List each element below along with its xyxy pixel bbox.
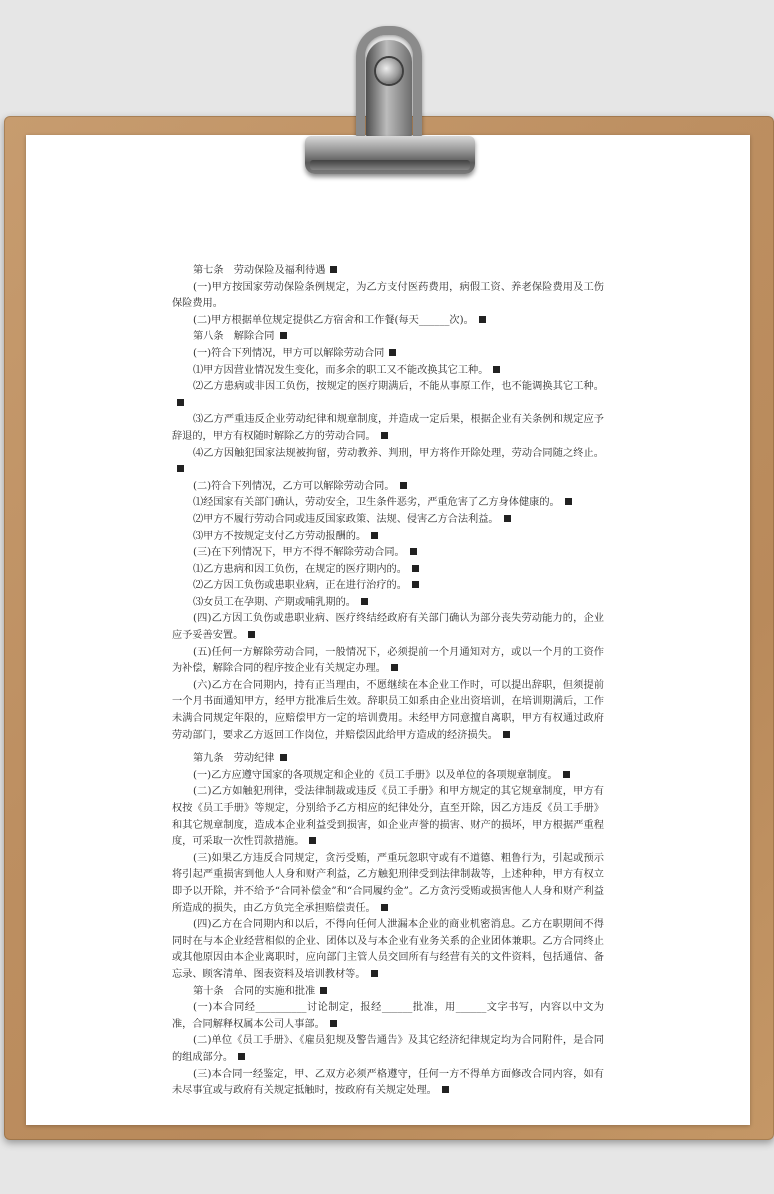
paragraph-mark-icon (330, 266, 337, 273)
contract-paragraph (172, 1000, 604, 1033)
contract-paragraph (172, 645, 604, 678)
paragraph-text: ⑶甲方不按规定支付乙方劳动报酬的。 (193, 530, 367, 542)
paragraph-mark-icon (391, 664, 398, 671)
binder-clip-hole (376, 58, 402, 84)
contract-paragraph (172, 984, 604, 1001)
contract-paragraph (172, 263, 604, 280)
paragraph-mark-icon (280, 754, 287, 761)
contract-paragraph (172, 678, 604, 744)
paragraph-text: ⑴乙方患病和因工负伤，在规定的医疗期内的。 (193, 563, 407, 575)
contract-paragraph (172, 412, 604, 445)
paragraph-mark-icon (248, 631, 255, 638)
paragraph-mark-icon (238, 1053, 245, 1060)
paragraph-text: 第七条 劳动保险及福利待遇 (193, 265, 326, 276)
contract-paragraph (172, 495, 604, 512)
paragraph-mark-icon (503, 731, 510, 738)
paragraph-text: ⑴甲方因营业情况发生变化，而多余的职工又不能改换其它工种。 (193, 364, 489, 376)
paragraph-mark-icon (177, 465, 184, 472)
contract-paragraph (172, 851, 604, 917)
contract-paragraph (172, 611, 604, 644)
paragraph-text: 第十条 合同的实施和批准 (193, 985, 316, 997)
paragraph-text: ⑵乙方因工负伤或患职业病，正在进行治疗的。 (193, 580, 407, 592)
paragraph-text: (六)乙方在合同期内，持有正当理由，不愿继续在本企业工作时，可以提出辞职，但须提前一个月书面通知甲方，经甲方批准后生效。辞职员工如系由企业出资培训，在培训期满后，工作未满合同规定年限的，应赔偿甲方一定的培训费用。未经甲方同意擅自离职，甲方有权通过政府劳动部门，要求乙方返回工作岗位，并赔偿因此给甲方造成的经济损失。 (172, 679, 604, 741)
paragraph-text: (二)甲方根据单位规定提供乙方宿舍和工作餐(每天______次)。 (193, 314, 474, 326)
contract-paragraph (172, 346, 604, 363)
paragraph-mark-icon (412, 565, 419, 572)
paragraph-text: (二)乙方如触犯刑律，受法律制裁或违反《员工手册》和甲方规定的其它规章制度，甲方有权按《员工手册》等规定，分别给予乙方相应的纪律处分，直至开除，因乙方违反《员工手册》和其它规章制度，造成本企业利益受到损害，如企业声誉的损害、财产的损坏，甲方根据严重程度，可采取一次性罚款措施。 (172, 786, 604, 848)
paragraph-text: (二)符合下列情况，乙方可以解除劳动合同。 (193, 480, 395, 492)
paragraph-mark-icon (504, 515, 511, 522)
paragraph-mark-icon (371, 970, 378, 977)
contract-paragraph (172, 280, 604, 313)
paragraph-mark-icon (493, 366, 500, 373)
contract-paragraph (172, 512, 604, 529)
contract-paragraph (172, 446, 604, 479)
contract-paragraph (172, 784, 604, 850)
paragraph-mark-icon (309, 837, 316, 844)
contract-paragraph (172, 379, 604, 412)
paragraph-text: (一)甲方按国家劳动保险条例规定，为乙方支付医药费用，病假工资、养老保险费用及工伤保险费用。 (172, 281, 604, 310)
paragraph-mark-icon (410, 548, 417, 555)
contract-paragraph (172, 479, 604, 496)
paragraph-text: (一)符合下列情况，甲方可以解除劳动合同 (193, 347, 385, 359)
contract-paragraph (172, 313, 604, 330)
binder-clip-rim (310, 160, 470, 170)
paragraph-mark-icon (412, 581, 419, 588)
paragraph-mark-icon (361, 598, 368, 605)
contract-paragraph (172, 363, 604, 380)
paragraph-mark-icon (330, 1020, 337, 1027)
paragraph-text: (三)如果乙方违反合同规定，贪污受贿，严重玩忽职守或有不道德、粗鲁行为，引起或预示将引起严重损害到他人人身和财产利益，乙方触犯刑律受到法律制裁等，上述种种，甲方有权立即予以开除，并不给予“合同补偿金”和“合同履约金”。乙方贪污受贿或损害他人人身和财产利益所造成的损失，由乙方负完全承担赔偿责任。 (172, 852, 604, 914)
paragraph-text: ⑵乙方患病或非因工负伤，按规定的医疗期满后，不能从事原工作，也不能调换其它工种。 (193, 381, 604, 393)
paragraph-mark-icon (381, 432, 388, 439)
paragraph-mark-icon (177, 399, 184, 406)
paragraph-text: (一)本合同经__________讨论制定，报经______批准，用______文字书写，内容以中文为准，合同解释权属本公司人事部。 (172, 1002, 604, 1030)
binder-clip-plate (366, 40, 412, 140)
paragraph-mark-icon (565, 498, 572, 505)
paragraph-text: ⑶女员工在孕期、产期或哺乳期的。 (193, 596, 356, 608)
contract-text (172, 263, 604, 1100)
contract-paragraph (172, 329, 604, 346)
paragraph-text: ⑴经国家有关部门确认，劳动安全，卫生条件恶劣，严重危害了乙方身体健康的。 (193, 497, 560, 509)
paragraph-text: (五)任何一方解除劳动合同，一般情况下，必须提前一个月通知对方，或以一个月的工资作为补偿，解除合同的程序按企业有关规定办理。 (172, 646, 604, 675)
paragraph-text: (四)乙方因工负伤或患职业病、医疗终结经政府有关部门确认为部分丧失劳动能力的，企业应予妥善安置。 (172, 613, 604, 642)
contract-paragraph (172, 1033, 604, 1066)
paragraph-mark-icon (442, 1086, 449, 1093)
paragraph-text: (三)在下列情况下，甲方不得不解除劳动合同。 (193, 547, 405, 559)
contract-paragraph (172, 751, 604, 768)
contract-paragraph (172, 768, 604, 785)
contract-paragraph (172, 595, 604, 612)
paragraph-text: (二)单位《员工手册》、《雇员犯规及警告通告》及其它经济纪律规定均为合同附件，是合同的组成部分。 (172, 1035, 604, 1063)
paragraph-text: ⑵甲方不履行劳动合同或违反国家政策、法规、侵害乙方合法利益。 (193, 513, 499, 525)
paragraph-mark-icon (563, 771, 570, 778)
paragraph-mark-icon (381, 904, 388, 911)
paragraph-text: (四)乙方在合同期内和以后，不得向任何人泄漏本企业的商业机密消息。乙方在职期间不得同时在与本企业经营相似的企业、团体以及与本企业有业务关系的企业团体兼职。乙方合同终止或其他原因由本企业离职时，应向部门主管人员交回所有与经营有关的文件资料，包括通信、备忘录、顾客清单、图表资料及培训教材等。 (172, 919, 604, 980)
paragraph-text: 第九条 劳动纪律 (193, 753, 275, 765)
paragraph-mark-icon (389, 349, 396, 356)
paragraph-text: ⑶乙方严重违反企业劳动纪律和规章制度，并造成一定后果，根据企业有关条例和规定应予辞退的，甲方有权随时解除乙方的劳动合同。 (172, 414, 604, 442)
paragraph-mark-icon (400, 482, 407, 489)
paragraph-text: (三)本合同一经鉴定，甲、乙双方必须严格遵守，任何一方不得单方面修改合同内容，如有未尽事宜或与政府有关规定抵触时，按政府有关规定处理。 (172, 1068, 604, 1097)
paragraph-text: 第八条 解除合同 (193, 331, 275, 343)
contract-paragraph (172, 545, 604, 562)
contract-paragraph (172, 529, 604, 546)
paragraph-mark-icon (280, 332, 287, 339)
contract-paragraph (172, 562, 604, 579)
paragraph-mark-icon (320, 987, 327, 994)
paragraph-text: (一)乙方应遵守国家的各项规定和企业的《员工手册》以及单位的各项规章制度。 (193, 769, 558, 781)
paragraph-text: ⑷乙方因触犯国家法规被拘留，劳动教养、判刑，甲方将作开除处理，劳动合同随之终止。 (193, 447, 604, 459)
contract-paragraph (172, 1067, 604, 1100)
contract-paragraph (172, 578, 604, 595)
paragraph-mark-icon (371, 532, 378, 539)
contract-paragraph (172, 917, 604, 983)
paragraph-mark-icon (479, 316, 486, 323)
